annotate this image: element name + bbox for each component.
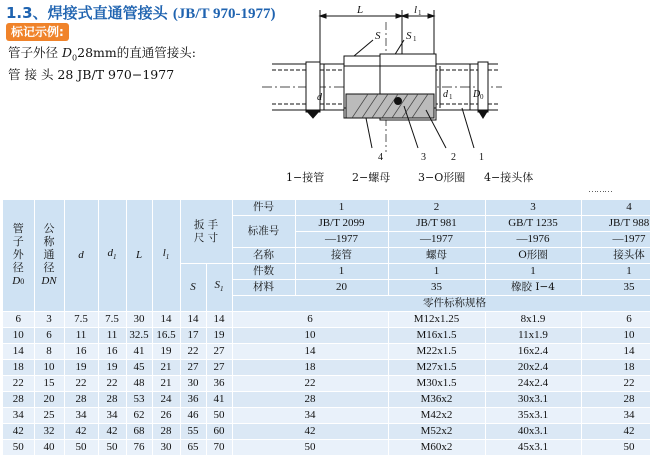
table-cell: M52x2 [388,424,485,440]
table-cell: 70 [206,440,232,456]
material-3: 橡胶 I−4 [485,280,581,296]
table-cell: 14 [3,344,34,360]
table-cell: 10 [3,328,34,344]
table-cell: 16 [64,344,98,360]
label-D0: D [473,89,481,100]
table-cell: 30 [180,376,206,392]
table-cell: 36 [206,376,232,392]
label-d1-sub: 1 [449,93,453,101]
table-cell: 24 [152,392,180,408]
table-cell: 30 [126,312,152,328]
table-cell: 30 [152,440,180,456]
table-cell: 45 [126,360,152,376]
table-cell: 40 [34,440,64,456]
table-cell: 28 [152,424,180,440]
part-no-label: 件号 [232,200,295,216]
table-cell: 6 [3,312,34,328]
table-cell: 76 [126,440,152,456]
legend-item-1: 1−接管 [286,171,325,184]
callout-1: 1 [479,152,484,163]
table-cell: 6 [34,328,64,344]
table-cell: 18 [581,360,650,376]
o-ring [395,98,402,105]
col-header-L: L [126,200,152,312]
table-cell: 8x1.9 [485,312,581,328]
legend-item-4: 4−接头体 [484,171,534,184]
table-cell: 27 [206,344,232,360]
spec-table [3,200,650,456]
label-L: L [357,4,364,16]
material-1: 20 [295,280,388,296]
col-header-s: S [180,264,206,312]
marking-example [8,45,196,83]
table-cell: 34 [232,408,388,424]
table-cell: 7.5 [64,312,98,328]
table-cell: M22x1.5 [388,344,485,360]
standard-4a: JB/T 988 [581,216,650,232]
table-cell: 10 [232,328,388,344]
table-cell: 50 [232,440,388,456]
legend-item-3: 3−O形圈 [418,171,466,184]
arrow [428,14,434,18]
table-cell: M12x1.25 [388,312,485,328]
table-cell: 11 [64,328,98,344]
table-cell: 46 [180,408,206,424]
table-row [3,408,650,424]
table-cell: 11 [98,328,126,344]
table-row [3,392,650,408]
table-cell: 50 [581,440,650,456]
col-header-d: d [64,200,98,312]
table-cell: 45x3.1 [485,440,581,456]
table-cell: 50 [98,440,126,456]
table-row [3,360,650,376]
table-cell: 16x2.4 [485,344,581,360]
arrow [402,14,408,18]
table-cell: 65 [180,440,206,456]
table-cell: M42x2 [388,408,485,424]
col-header-s1: $S_1$ [206,264,232,312]
table-cell: 27 [180,360,206,376]
page-title [6,2,275,23]
material-4: 35 [581,280,650,296]
right-weld [478,62,488,112]
part-no-3: 3 [485,200,581,216]
example-line-1 [8,45,196,67]
spec-label: 零件标称规格 [232,296,650,312]
standard-1b: —1977 [295,232,388,248]
table-row [3,424,650,440]
table-cell: 16 [98,344,126,360]
label-D0-sub: 0 [480,93,484,101]
table-row [3,344,650,360]
callout-2: 2 [451,152,456,163]
table-cell: 42 [3,424,34,440]
table-cell: 53 [126,392,152,408]
table-cell: M27x1.5 [388,360,485,376]
example-symbol: D [62,45,73,60]
standard-3b: —1976 [485,232,581,248]
standard-2b: —1977 [388,232,485,248]
marking-example-badge: 标记示例: [6,23,69,41]
standard-label: 标准号 [232,216,295,248]
table-cell: 18 [232,360,388,376]
example-line-2: 管 接 头 28 JB/T 970−1977 [8,66,175,82]
part-no-1: 1 [295,200,388,216]
weld-mark [478,110,488,118]
callout-3: 3 [421,152,426,163]
label-d1: d [443,89,448,100]
leader-4 [366,118,372,148]
table-cell: 19 [98,360,126,376]
weld-mark [306,110,320,118]
table-cell: 28 [232,392,388,408]
label-S: S [375,30,381,42]
table-cell: 19 [152,344,180,360]
table-cell: 19 [206,328,232,344]
table-cell: M60x2 [388,440,485,456]
table-cell: 34 [64,408,98,424]
standard-4b: —1977 [581,232,650,248]
table-cell: 14 [152,312,180,328]
example-text-a: 管子外径 [8,45,59,60]
material-label: 材料 [232,280,295,296]
table-cell: 30x3.1 [485,392,581,408]
table-cell: 17 [180,328,206,344]
table-cell: 34 [581,408,650,424]
qty-3: 1 [485,264,581,280]
table-row [3,440,650,456]
table-cell: 21 [152,376,180,392]
table-cell: 41 [126,344,152,360]
table-cell: 42 [98,424,126,440]
table-cell: 28 [581,392,650,408]
legend-item-2: 2−螺母 [352,171,391,184]
table-cell: 14 [232,344,388,360]
example-symbol-sub: 0 [72,53,78,63]
table-cell: 24x2.4 [485,376,581,392]
table-cell: 32.5 [126,328,152,344]
table-cell: 28 [64,392,98,408]
table-cell: 60 [206,424,232,440]
table-cell: M16x1.5 [388,328,485,344]
table-cell: 25 [34,408,64,424]
table-cell: 36 [180,392,206,408]
table-cell: 11x1.9 [485,328,581,344]
table-cell: 10 [581,328,650,344]
leader-1 [462,108,474,148]
table-cell: 14 [180,312,206,328]
table-cell: 15 [34,376,64,392]
table-cell: 42 [581,424,650,440]
table-cell: M30x1.5 [388,376,485,392]
col-header-l1: $l_1$ [152,200,180,312]
label-S1-sub: 1 [413,35,417,43]
table-cell: 22 [98,376,126,392]
name-1: 接管 [295,248,388,264]
callout-4: 4 [378,152,383,163]
table-cell: 28 [3,392,34,408]
table-cell: 27 [206,360,232,376]
table-cell: 20 [34,392,64,408]
part-no-4: 4 [581,200,650,216]
table-cell: M36x2 [388,392,485,408]
example-text-b: 28mm的直通管接头: [77,45,196,60]
table-cell: 28 [98,392,126,408]
label-l: l [414,4,418,16]
table-cell: 40x3.1 [485,424,581,440]
qty-label: 件数 [232,264,295,280]
table-cell: 20x2.4 [485,360,581,376]
qty-2: 1 [388,264,485,280]
table-cell: 42 [64,424,98,440]
table-cell: 22 [3,376,34,392]
label-S1: S [406,30,412,42]
table-cell: 50 [3,440,34,456]
table-cell: 14 [581,344,650,360]
name-label: 名称 [232,248,295,264]
table-cell: 42 [232,424,388,440]
col-header-d1: $d_1$ [98,200,126,312]
table-cell: 34 [98,408,126,424]
table-cell: 7.5 [98,312,126,328]
table-cell: 8 [34,344,64,360]
fitting-drawing [262,2,502,170]
label-d: d [317,92,322,103]
leader-S [354,40,373,56]
table-cell: 62 [126,408,152,424]
table-cell: 22 [180,344,206,360]
table-cell: 14 [206,312,232,328]
table-cell: 18 [3,360,34,376]
arrow [320,14,326,18]
standard-3a: GB/T 1235 [485,216,581,232]
title-standard: (JB/T 970-1977) [172,6,276,22]
table-cell: 22 [232,376,388,392]
table-cell: 6 [581,312,650,328]
table-cell: 50 [64,440,98,456]
table-cell: 22 [64,376,98,392]
table-cell: 3 [34,312,64,328]
standard-2a: JB/T 981 [388,216,485,232]
table-row [3,376,650,392]
table-cell: 10 [34,360,64,376]
material-2: 35 [388,280,485,296]
name-2: 螺母 [388,248,485,264]
table-cell: 32 [34,424,64,440]
table-cell: 22 [581,376,650,392]
left-weld [306,62,320,112]
table-row [3,312,650,328]
col-header-wrench: 扳 手 尺 寸 [180,200,232,264]
table-cell: 50 [206,408,232,424]
name-4: 接头体 [581,248,650,264]
col-header-dn: 公 称 通 径 DN [34,200,64,312]
dotted-mark: ⋯⋯⋯ [588,187,612,197]
table-cell: 35x3.1 [485,408,581,424]
table-cell: 68 [126,424,152,440]
table-cell: 48 [126,376,152,392]
title-text: 1.3、焊接式直通管接头 [6,4,168,22]
part-no-2: 2 [388,200,485,216]
table-cell: 55 [180,424,206,440]
table-cell: 34 [3,408,34,424]
label-l-sub: 1 [418,9,422,17]
col-header-d0: 管 子 外 径 D0 [3,200,34,312]
table-cell: 16.5 [152,328,180,344]
table-cell: 19 [64,360,98,376]
table-row [3,328,650,344]
table-cell: 26 [152,408,180,424]
table-cell: 21 [152,360,180,376]
qty-4: 1 [581,264,650,280]
table-cell: 41 [206,392,232,408]
table-cell: 6 [232,312,388,328]
name-3: O形圈 [485,248,581,264]
standard-1a: JB/T 2099 [295,216,388,232]
qty-1: 1 [295,264,388,280]
